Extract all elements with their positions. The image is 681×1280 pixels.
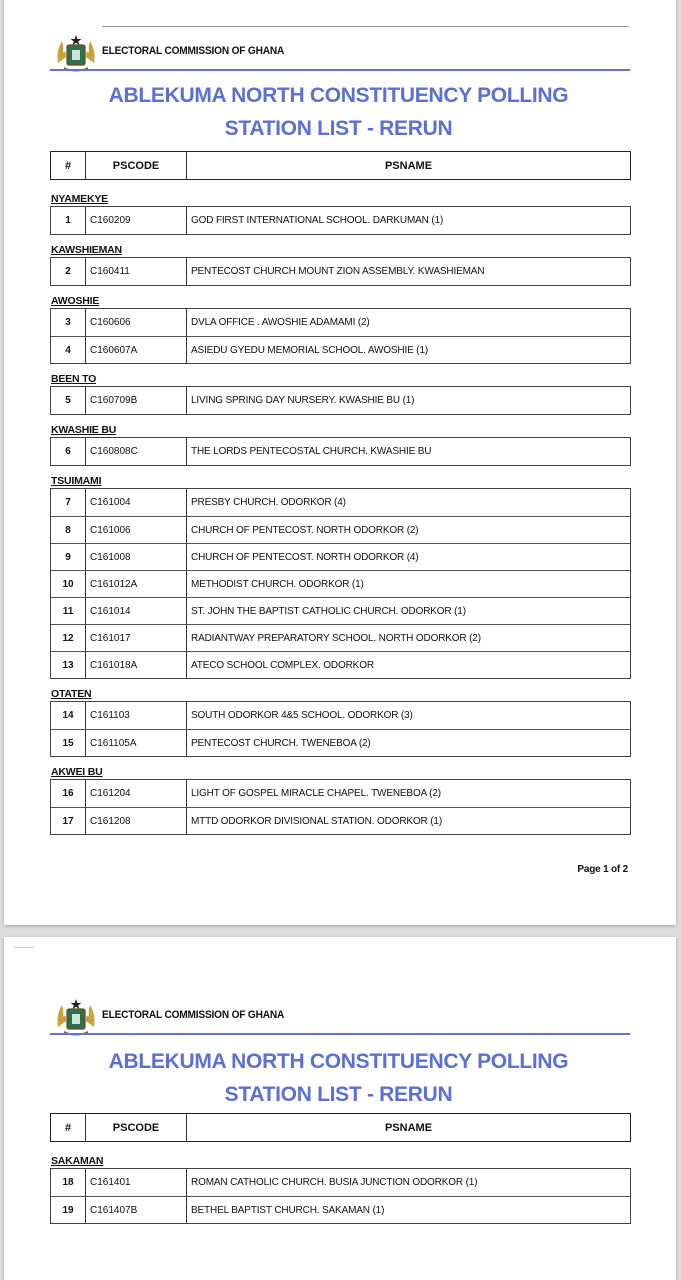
group-label: BEEN TO — [51, 373, 97, 385]
row-pscode: C160607A — [86, 337, 187, 363]
row-number: 9 — [51, 544, 86, 570]
group-label: OTATEN — [51, 688, 92, 700]
row-psname: ASIEDU GYEDU MEMORIAL SCHOOL. AWOSHIE (1) — [191, 344, 429, 356]
table-row — [51, 1196, 630, 1223]
group-label: SAKAMAN — [51, 1155, 104, 1167]
row-pscode: C161401 — [86, 1169, 187, 1196]
column-header-psname: PSNAME — [384, 1121, 433, 1134]
row-number: 15 — [51, 730, 86, 756]
column-header-pscode: PSCODE — [86, 1114, 187, 1141]
table-row — [51, 807, 630, 834]
group-label: KAWSHIEMAN — [51, 244, 122, 256]
row-psname: LIVING SPRING DAY NURSERY. KWASHIE BU (1) — [191, 395, 415, 406]
table-row — [51, 309, 630, 336]
scan-mark — [14, 947, 34, 948]
row-psname: CHURCH OF PENTECOST. NORTH ODORKOR (4) — [191, 551, 419, 563]
table-row — [51, 624, 630, 651]
station-group — [50, 424, 631, 466]
group-label: AKWEI BU — [51, 766, 103, 778]
table-row — [51, 597, 630, 624]
page-1 — [4, 0, 676, 925]
group-label: TSUIMAMI — [51, 475, 102, 487]
row-pscode: C161407B — [86, 1197, 187, 1223]
row-pscode: C161208 — [86, 808, 187, 834]
row-pscode: C160808C — [86, 438, 187, 465]
ghana-coat-of-arms-icon — [54, 997, 98, 1037]
table-row — [51, 780, 630, 807]
row-number: 7 — [51, 489, 86, 516]
row-psname: ATECO SCHOOL COMPLEX. ODORKOR — [191, 659, 374, 671]
group-label: AWOSHIE — [51, 295, 100, 307]
row-pscode: C161014 — [86, 598, 187, 624]
table-row — [51, 387, 630, 414]
row-pscode: C161018A — [86, 652, 187, 678]
row-psname: LIGHT OF GOSPEL MIRACLE CHAPEL. TWENEBOA (2) — [191, 788, 441, 799]
row-number: 5 — [51, 387, 86, 414]
row-psname: ROMAN CATHOLIC CHURCH. BUSIA JUNCTION ODORKOR (1) — [191, 1177, 478, 1188]
table-header — [50, 1113, 631, 1142]
row-number: 18 — [51, 1169, 86, 1196]
table-row — [51, 207, 630, 234]
row-pscode: C160709B — [86, 387, 187, 414]
table-row — [51, 438, 630, 465]
table-row — [51, 489, 630, 516]
polling-station-table — [50, 1113, 631, 1233]
group-label: KWASHIE BU — [51, 424, 117, 436]
polling-station-table — [50, 151, 631, 844]
row-psname: CHURCH OF PENTECOST. NORTH ODORKOR (2) — [191, 524, 419, 536]
column-header-pscode: PSCODE — [86, 152, 187, 179]
table-row — [51, 570, 630, 597]
row-number: 8 — [51, 517, 86, 543]
row-psname: RADIANTWAY PREPARATORY SCHOOL. NORTH ODORKOR (2) — [191, 632, 481, 644]
group-label: NYAMEKYE — [51, 193, 108, 205]
header-divider — [50, 1033, 630, 1035]
title-line-1: ABLEKUMA NORTH CONSTITUENCY POLLING — [108, 84, 569, 107]
station-group — [50, 193, 631, 235]
row-psname: BETHEL BAPTIST CHURCH. SAKAMAN (1) — [191, 1204, 385, 1216]
row-pscode: C160411 — [86, 258, 187, 285]
title-line-2: STATION LIST - RERUN — [224, 1083, 453, 1106]
title-line-1: ABLEKUMA NORTH CONSTITUENCY POLLING — [108, 1050, 569, 1073]
title-line-2: STATION LIST - RERUN — [224, 117, 453, 140]
row-number: 12 — [51, 625, 86, 651]
row-psname: PENTECOST CHURCH MOUNT ZION ASSEMBLY. KWASHIEMAN — [191, 266, 485, 277]
row-number: 4 — [51, 337, 86, 363]
row-number: 3 — [51, 309, 86, 336]
row-psname: DVLA OFFICE . AWOSHIE ADAMAMI (2) — [191, 317, 370, 328]
top-divider — [102, 26, 629, 27]
row-psname: PENTECOST CHURCH. TWENEBOA (2) — [191, 737, 371, 749]
station-group — [50, 373, 631, 415]
table-header — [50, 151, 631, 180]
document-title — [48, 79, 629, 145]
row-number: 10 — [51, 571, 86, 597]
station-group — [50, 244, 631, 286]
row-pscode: C161012A — [86, 571, 187, 597]
row-pscode: C161006 — [86, 517, 187, 543]
row-pscode: C160606 — [86, 309, 187, 336]
row-psname: THE LORDS PENTECOSTAL CHURCH. KWASHIE BU — [191, 446, 432, 457]
row-number: 19 — [51, 1197, 86, 1223]
row-pscode: C161204 — [86, 780, 187, 807]
table-row — [51, 543, 630, 570]
row-number: 13 — [51, 652, 86, 678]
row-psname: PRESBY CHURCH. ODORKOR (4) — [191, 497, 346, 508]
station-group — [50, 1155, 631, 1224]
table-row — [51, 729, 630, 756]
table-row — [51, 702, 630, 729]
row-number: 16 — [51, 780, 86, 807]
row-number: 17 — [51, 808, 86, 834]
station-group — [50, 766, 631, 835]
page-number: Page 1 of 2 — [577, 864, 628, 875]
document-title — [48, 1045, 629, 1111]
row-pscode: C161008 — [86, 544, 187, 570]
table-row — [51, 1169, 630, 1196]
row-number: 14 — [51, 702, 86, 729]
row-psname: MTTD ODORKOR DIVISIONAL STATION. ODORKOR (1) — [191, 815, 443, 827]
header-divider — [50, 69, 630, 71]
row-psname: SOUTH ODORKOR 4&5 SCHOOL. ODORKOR (3) — [191, 710, 413, 721]
row-pscode: C161004 — [86, 489, 187, 516]
column-header-number: # — [51, 152, 86, 179]
station-group — [50, 295, 631, 364]
row-number: 11 — [51, 598, 86, 624]
column-header-psname: PSNAME — [384, 159, 433, 172]
row-pscode: C161103 — [86, 702, 187, 729]
table-row — [51, 258, 630, 285]
station-group — [50, 688, 631, 757]
row-number: 6 — [51, 438, 86, 465]
row-pscode: C160209 — [86, 207, 187, 234]
column-header-number: # — [51, 1114, 86, 1141]
station-group — [50, 475, 631, 679]
row-number: 1 — [51, 207, 86, 234]
table-row — [51, 651, 630, 678]
table-row — [51, 516, 630, 543]
page-2 — [4, 937, 676, 1280]
row-number: 2 — [51, 258, 86, 285]
row-psname: ST. JOHN THE BAPTIST CATHOLIC CHURCH. ODORKOR (1) — [191, 605, 466, 617]
ghana-coat-of-arms-icon — [54, 33, 98, 73]
org-name: ELECTORAL COMMISSION OF GHANA — [102, 1009, 285, 1021]
row-psname: GOD FIRST INTERNATIONAL SCHOOL. DARKUMAN (1) — [191, 215, 444, 226]
org-name: ELECTORAL COMMISSION OF GHANA — [102, 45, 285, 57]
row-psname: METHODIST CHURCH. ODORKOR (1) — [191, 578, 364, 590]
table-row — [51, 336, 630, 363]
row-pscode: C161105A — [86, 730, 187, 756]
row-pscode: C161017 — [86, 625, 187, 651]
